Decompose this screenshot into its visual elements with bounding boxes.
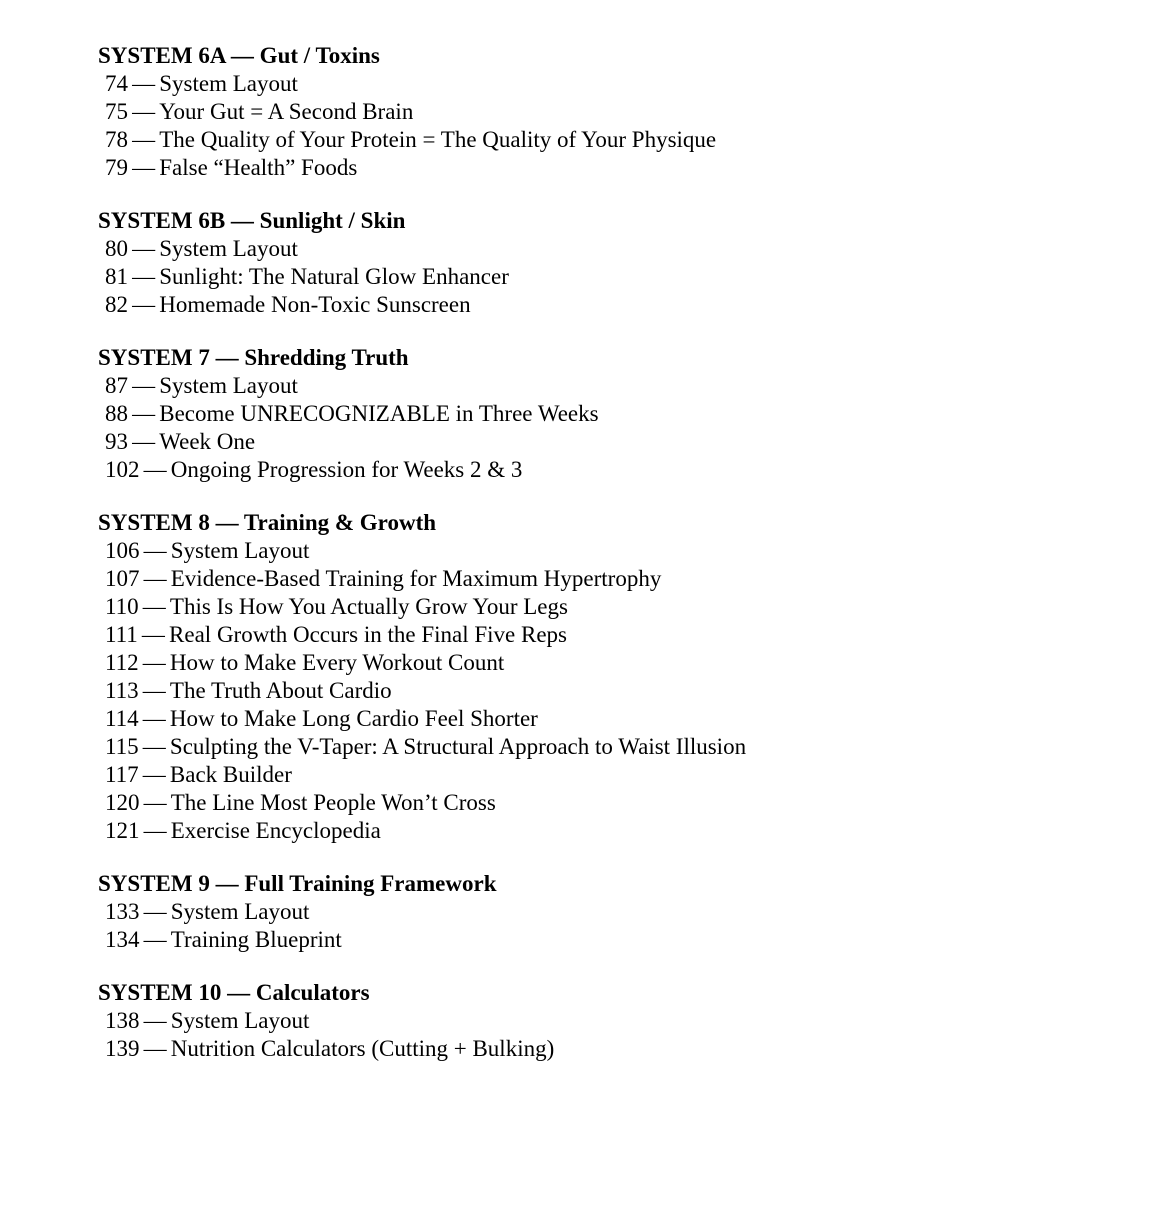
entry-title: The Truth About Cardio [169,678,392,703]
entry-title: System Layout [159,373,298,398]
entry-title: Week One [159,429,256,454]
entry-title: Back Builder [169,762,292,787]
entry-title: How to Make Every Workout Count [169,650,505,675]
toc-section-system-9 [98,870,1098,954]
entry-title: How to Make Long Cardio Feel Shorter [169,706,538,731]
section-heading: SYSTEM 6A — Gut / Toxins [98,43,380,68]
page-number: 133 [105,899,140,924]
page-number: 114 [105,706,139,731]
page-number: 80 [105,236,128,261]
toc-entry: 120 — The Line Most People Won’t Cross [105,790,496,815]
page-number: 82 [105,292,128,317]
section-heading: SYSTEM 10 — Calculators [98,980,370,1005]
toc-entry: 111 — Real Growth Occurs in the Final Five Reps [105,622,568,647]
toc-entry: 106 — System Layout [105,538,310,563]
section-heading: SYSTEM 6B — Sunlight / Skin [98,208,406,233]
toc-entry: 88 — Become UNRECOGNIZABLE in Three Weeks [105,401,599,426]
entry-title: Evidence-Based Training for Maximum Hypertrophy [170,566,662,591]
entry-title: Real Growth Occurs in the Final Five Reps [169,622,568,647]
table-of-contents [98,42,1098,1063]
toc-entry: 82 — Homemade Non-Toxic Sunscreen [105,292,471,317]
toc-entry: 139 — Nutrition Calculators (Cutting + Bulking) [105,1036,555,1061]
page-number: 139 [105,1036,140,1061]
toc-entry: 80 — System Layout [105,236,298,261]
page-number: 88 [105,401,128,426]
toc-section-system-7 [98,344,1098,484]
toc-entry: 75 — Your Gut = A Second Brain [105,99,414,124]
toc-entry: 133 — System Layout [105,899,310,924]
toc-entry: 87 — System Layout [105,373,298,398]
toc-entry: 74 — System Layout [105,71,298,96]
entry-title: This Is How You Actually Grow Your Legs [169,594,568,619]
entry-title: Ongoing Progression for Weeks 2 & 3 [170,457,523,482]
toc-entry: 115 — Sculpting the V-Taper: A Structural Approach to Waist Illusion [105,734,747,759]
page-number: 93 [105,429,128,454]
page-number: 79 [105,155,128,180]
toc-entry: 138 — System Layout [105,1008,310,1033]
toc-entry: 113 — The Truth About Cardio [105,678,392,703]
toc-section-system-6b [98,207,1098,319]
toc-entry: 79 — False “Health” Foods [105,155,358,180]
entry-title: Exercise Encyclopedia [170,818,381,843]
page-number: 134 [105,927,140,952]
toc-entry: 117 — Back Builder [105,762,292,787]
toc-section-system-6a [98,42,1098,182]
toc-section-system-8 [98,509,1098,845]
page-number: 74 [105,71,128,96]
page-number: 81 [105,264,128,289]
page-number: 110 [105,594,139,619]
toc-entry: 81 — Sunlight: The Natural Glow Enhancer [105,264,509,289]
entry-title: The Line Most People Won’t Cross [170,790,496,815]
page-number: 115 [105,734,139,759]
entry-title: Nutrition Calculators (Cutting + Bulking) [170,1036,555,1061]
section-heading: SYSTEM 9 — Full Training Framework [98,871,497,896]
toc-entry: 78 — The Quality of Your Protein = The Quality of Your Physique [105,127,717,152]
page-number: 112 [105,650,139,675]
page-number: 117 [105,762,139,787]
entry-title: System Layout [170,1008,310,1033]
toc-entry: 102 — Ongoing Progression for Weeks 2 & 3 [105,457,523,482]
page-number: 107 [105,566,140,591]
page-number: 78 [105,127,128,152]
toc-entry: 107 — Evidence-Based Training for Maximum Hypertrophy [105,566,662,591]
page-number: 106 [105,538,140,563]
section-heading: SYSTEM 8 — Training & Growth [98,510,437,535]
page-number: 102 [105,457,140,482]
page-number: 75 [105,99,128,124]
page-number: 138 [105,1008,140,1033]
toc-entry: 110 — This Is How You Actually Grow Your Legs [105,594,568,619]
toc-section-system-10 [98,979,1098,1063]
toc-entry: 112 — How to Make Every Workout Count [105,650,505,675]
section-heading: SYSTEM 7 — Shredding Truth [98,345,409,370]
entry-title: False “Health” Foods [159,155,358,180]
entry-title: System Layout [159,71,298,96]
page-number: 121 [105,818,140,843]
page-number: 111 [105,622,138,647]
entry-title: The Quality of Your Protein = The Quality of Your Physique [159,127,717,152]
toc-entry: 134 — Training Blueprint [105,927,342,952]
page-number: 87 [105,373,128,398]
toc-entry: 93 — Week One [105,429,256,454]
entry-title: System Layout [159,236,298,261]
entry-title: Your Gut = A Second Brain [159,99,414,124]
entry-title: Sunlight: The Natural Glow Enhancer [159,264,509,289]
toc-entry: 114 — How to Make Long Cardio Feel Shorter [105,706,538,731]
entry-title: Homemade Non-Toxic Sunscreen [159,292,471,317]
page-number: 120 [105,790,140,815]
entry-title: System Layout [170,538,310,563]
entry-title: Become UNRECOGNIZABLE in Three Weeks [159,401,599,426]
entry-title: System Layout [170,899,310,924]
entry-title: Sculpting the V-Taper: A Structural Approach to Waist Illusion [169,734,747,759]
entry-title: Training Blueprint [170,927,342,952]
toc-entry: 121 — Exercise Encyclopedia [105,818,381,843]
page-number: 113 [105,678,139,703]
